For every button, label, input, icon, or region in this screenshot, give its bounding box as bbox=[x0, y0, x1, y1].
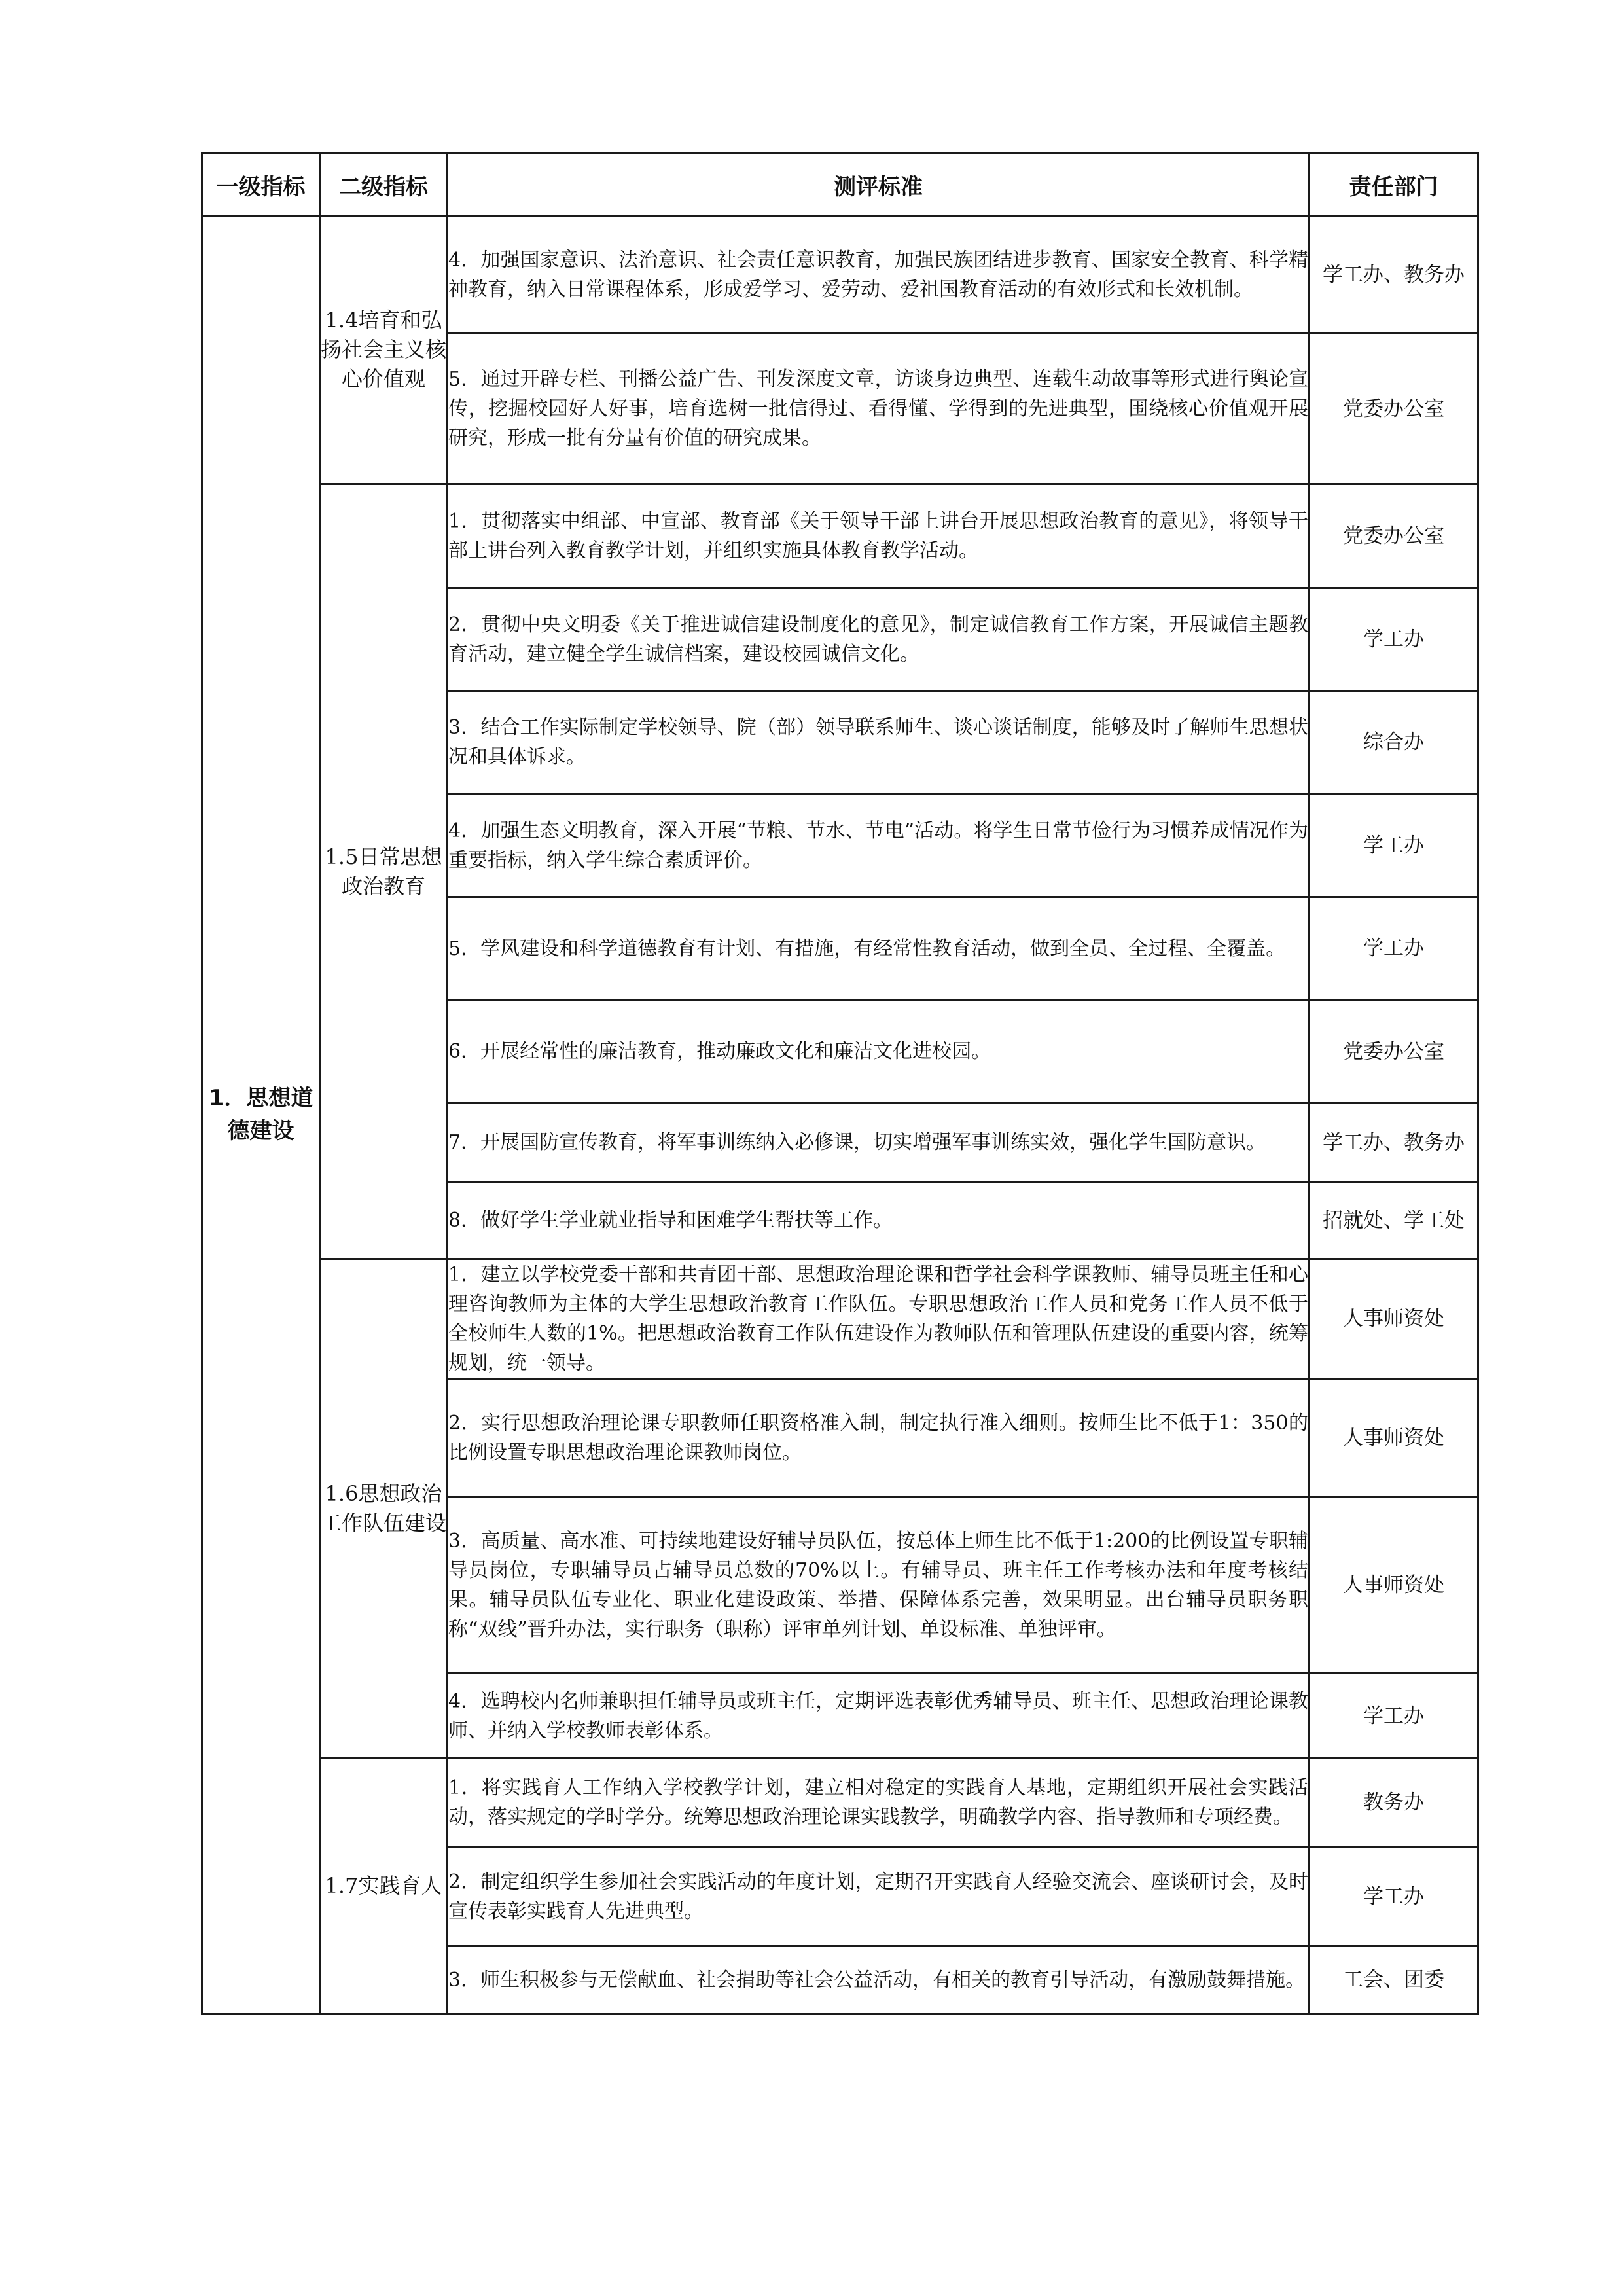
header-level2: 二级指标 bbox=[320, 154, 448, 216]
department-cell: 工会、团委 bbox=[1310, 1946, 1478, 2014]
department-cell: 学工办、教务办 bbox=[1310, 216, 1478, 334]
header-criteria: 测评标准 bbox=[448, 154, 1310, 216]
department-cell: 招就处、学工处 bbox=[1310, 1182, 1478, 1259]
department-cell: 学工办 bbox=[1310, 794, 1478, 897]
department-cell: 党委办公室 bbox=[1310, 334, 1478, 484]
department-cell: 党委办公室 bbox=[1310, 1000, 1478, 1103]
department-cell: 人事师资处 bbox=[1310, 1497, 1478, 1674]
level2-indicator: 1.6思想政治工作队伍建设 bbox=[320, 1259, 448, 1759]
criteria-cell: 2．实行思想政治理论课专职教师任职资格准入制，制定执行准入细则。按师生比不低于1：350的比例设置专职思想政治理论课教师岗位。 bbox=[448, 1379, 1310, 1497]
table-row bbox=[202, 484, 1478, 588]
criteria-cell: 4．选聘校内名师兼职担任辅导员或班主任，定期评选表彰优秀辅导员、班主任、思想政治理论课教师、并纳入学校教师表彰体系。 bbox=[448, 1674, 1310, 1759]
department-cell: 学工办 bbox=[1310, 1674, 1478, 1759]
criteria-cell: 8．做好学生学业就业指导和困难学生帮扶等工作。 bbox=[448, 1182, 1310, 1259]
department-cell: 学工办、教务办 bbox=[1310, 1103, 1478, 1182]
header-level1: 一级指标 bbox=[202, 154, 320, 216]
level2-indicator: 1.4培育和弘扬社会主义核心价值观 bbox=[320, 216, 448, 484]
level2-indicator: 1.5日常思想政治教育 bbox=[320, 484, 448, 1259]
department-cell: 人事师资处 bbox=[1310, 1379, 1478, 1497]
evaluation-table bbox=[201, 152, 1479, 2015]
department-cell: 学工办 bbox=[1310, 588, 1478, 691]
criteria-cell: 3．师生积极参与无偿献血、社会捐助等社会公益活动，有相关的教育引导活动，有激励鼓舞措施。 bbox=[448, 1946, 1310, 2014]
department-cell: 党委办公室 bbox=[1310, 484, 1478, 588]
criteria-cell: 1．建立以学校党委干部和共青团干部、思想政治理论课和哲学社会科学课教师、辅导员班主任和心理咨询教师为主体的大学生思想政治教育工作队伍。专职思想政治工作人员和党务工作人员不低于全校师生人数的1%。把思想政治教育工作队伍建设作为教师队伍和管理队伍建设的重要内容，统筹规划，统一领导。 bbox=[448, 1259, 1310, 1379]
criteria-cell: 5．学风建设和科学道德教育有计划、有措施，有经常性教育活动，做到全员、全过程、全覆盖。 bbox=[448, 897, 1310, 1000]
header-department: 责任部门 bbox=[1310, 154, 1478, 216]
department-cell: 人事师资处 bbox=[1310, 1259, 1478, 1379]
criteria-cell: 3．高质量、高水准、可持续地建设好辅导员队伍，按总体上师生比不低于1:200的比例设置专职辅导员岗位，专职辅导员占辅导员总数的70%以上。有辅导员、班主任工作考核办法和年度考核结果。辅导员队伍专业化、职业化建设政策、举措、保障体系完善，效果明显。出台辅导员职务职称“双线”晋升办法，实行职务（职称）评审单列计划、单设标准、单独评审。 bbox=[448, 1497, 1310, 1674]
criteria-cell: 1．将实践育人工作纳入学校教学计划，建立相对稳定的实践育人基地，定期组织开展社会实践活动，落实规定的学时学分。统筹思想政治理论课实践教学，明确教学内容、指导教师和专项经费。 bbox=[448, 1759, 1310, 1847]
level1-indicator: 1．思想道德建设 bbox=[202, 216, 320, 2014]
criteria-cell: 3．结合工作实际制定学校领导、院（部）领导联系师生、谈心谈话制度，能够及时了解师生思想状况和具体诉求。 bbox=[448, 691, 1310, 794]
criteria-cell: 4．加强生态文明教育，深入开展“节粮、节水、节电”活动。将学生日常节俭行为习惯养成情况作为重要指标，纳入学生综合素质评价。 bbox=[448, 794, 1310, 897]
header-row bbox=[202, 154, 1478, 216]
level2-indicator: 1.7实践育人 bbox=[320, 1759, 448, 2014]
table-row bbox=[202, 1259, 1478, 1379]
table-row bbox=[202, 1759, 1478, 1847]
criteria-cell: 4．加强国家意识、法治意识、社会责任意识教育，加强民族团结进步教育、国家安全教育、科学精神教育，纳入日常课程体系，形成爱学习、爱劳动、爱祖国教育活动的有效形式和长效机制。 bbox=[448, 216, 1310, 334]
table-row bbox=[202, 216, 1478, 334]
criteria-cell: 7．开展国防宣传教育，将军事训练纳入必修课，切实增强军事训练实效，强化学生国防意识。 bbox=[448, 1103, 1310, 1182]
criteria-cell: 2．制定组织学生参加社会实践活动的年度计划，定期召开实践育人经验交流会、座谈研讨会，及时宣传表彰实践育人先进典型。 bbox=[448, 1847, 1310, 1946]
department-cell: 教务办 bbox=[1310, 1759, 1478, 1847]
department-cell: 学工办 bbox=[1310, 1847, 1478, 1946]
department-cell: 综合办 bbox=[1310, 691, 1478, 794]
criteria-cell: 6．开展经常性的廉洁教育，推动廉政文化和廉洁文化进校园。 bbox=[448, 1000, 1310, 1103]
criteria-cell: 1．贯彻落实中组部、中宣部、教育部《关于领导干部上讲台开展思想政治教育的意见》，将领导干部上讲台列入教育教学计划，并组织实施具体教育教学活动。 bbox=[448, 484, 1310, 588]
department-cell: 学工办 bbox=[1310, 897, 1478, 1000]
criteria-cell: 2．贯彻中央文明委《关于推进诚信建设制度化的意见》，制定诚信教育工作方案，开展诚信主题教育活动，建立健全学生诚信档案，建设校园诚信文化。 bbox=[448, 588, 1310, 691]
criteria-cell: 5．通过开辟专栏、刊播公益广告、刊发深度文章，访谈身边典型、连载生动故事等形式进行舆论宣传，挖掘校园好人好事，培育选树一批信得过、看得懂、学得到的先进典型，围绕核心价值观开展研究，形成一批有分量有价值的研究成果。 bbox=[448, 334, 1310, 484]
